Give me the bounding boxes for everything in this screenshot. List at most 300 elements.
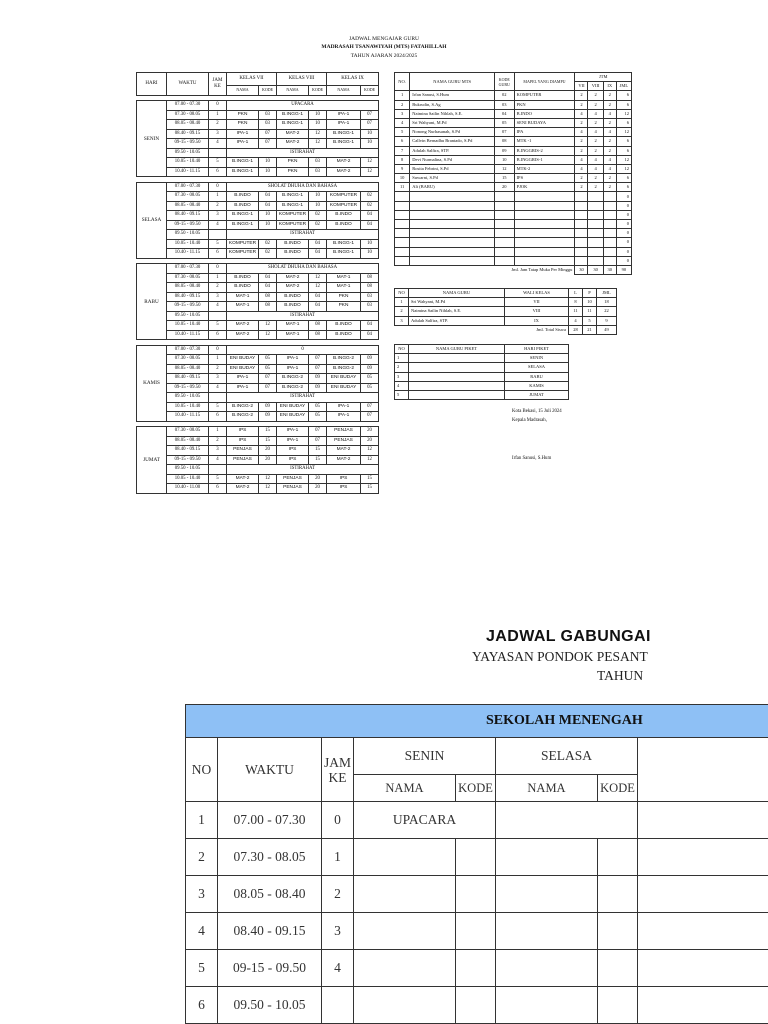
subject-cell: B.INGG-1 [327,239,361,249]
subject-cell: PENJAS [227,446,259,456]
schedule-row [137,474,379,484]
time-cell: 07.00 - 07.30 [167,345,209,355]
teacher-name: Naimina Sailin Nihlah, S.E. [410,109,495,118]
jtm-total: 0 [616,229,631,238]
jtm-viii: 2 [588,146,603,155]
period-cell: 2 [322,876,354,913]
teacher-row [395,174,632,183]
no-cell: 3 [186,876,218,913]
senin-name [354,839,456,876]
day-name: KAMIS [137,345,167,421]
total-vii: 30 [575,265,588,274]
subject-cell: IPA-1 [277,427,309,437]
subject-cell: MAT-2 [327,446,361,456]
schedule-row [137,139,379,149]
code-cell: 08 [309,321,327,331]
senin-name [354,913,456,950]
code-cell: 20 [259,455,277,465]
jtm-viii [588,201,603,210]
schedule-row [137,436,379,446]
no-cell: 3 [395,109,410,118]
doc-subtitle: MADRASAH TSANAWIYAH (MTS) FATAHILLAH [321,44,447,50]
period-cell: 1 [322,839,354,876]
sub-kode: KODE [309,86,327,96]
jtm-total: 0 [616,220,631,229]
col-jml: JML [616,82,631,91]
time-cell: 08.40 - 09.15 [167,211,209,221]
col-jam: JAM KE [209,73,227,96]
teacher-name: Adulah Salfira, STP. [410,146,495,155]
code-cell: 05 [259,355,277,365]
schedule-row [137,374,379,384]
subject-cell: PKN [277,167,309,177]
time-cell: 10.40 - 11.00 [167,484,209,494]
schedule-row [137,211,379,221]
subject-cell: ENI BUDAY [327,383,361,393]
jtm-viii [588,229,603,238]
schedule-row [137,345,379,355]
code-cell: 12 [309,139,327,149]
code-cell: 15 [309,455,327,465]
code-cell: 15 [309,446,327,456]
subject-name: IPS [514,174,575,183]
code-cell: 12 [309,273,327,283]
total-siswa: 49 [597,325,617,334]
code-cell: 03 [259,110,277,120]
duty-teacher [409,363,505,372]
sub-nama: NAMA [277,86,309,96]
time-cell: 10.05 - 10.40 [167,158,209,168]
period-cell: 1 [209,110,227,120]
subject-name [514,201,575,210]
code-cell: 02 [309,211,327,221]
subject-cell: IPS [227,436,259,446]
jtm-total: 12 [616,155,631,164]
teacher-name: Bukrudin, S.Ag [410,100,495,109]
doc-year: TAHUN AJARAN 2024/2025 [350,53,418,59]
jtm-total: 6 [616,146,631,155]
period-cell: 1 [209,427,227,437]
jtm-ix [603,192,616,201]
span-cell: SHOLAT DHUHA DAN BAHASA [227,182,379,192]
total-count: 22 [597,307,617,316]
no-cell: 2 [395,307,409,316]
subject-cell: MAT-1 [327,273,361,283]
subject-cell: MAT-2 [227,321,259,331]
jtm-vii: 2 [575,183,588,192]
subject-cell: PENJAS [277,474,309,484]
jtm-ix: 4 [603,128,616,137]
period-cell: 0 [209,182,227,192]
male-count: 8 [569,298,583,307]
col-no: NO [395,289,409,298]
combined-row [186,987,768,1024]
period-cell: 0 [322,802,354,839]
subject-name [514,238,575,247]
subject-cell: MAT-1 [277,330,309,340]
schedule-row [137,249,379,259]
duty-teacher [409,354,505,363]
signature-place-date: Kota Bekasi, 15 Juli 2024 [512,409,562,414]
time-cell: 09.50 - 10.05 [218,987,322,1024]
senin-code [456,950,496,987]
no-cell: 4 [395,118,410,127]
period-cell: 4 [209,139,227,149]
female-count: 10 [583,298,597,307]
teacher-row [395,256,632,265]
homeroom-row [395,298,617,307]
female-count: 5 [583,316,597,325]
jtm-ix [603,201,616,210]
time-cell: 08.40 - 09.15 [167,374,209,384]
subject-cell: B.INDO [327,330,361,340]
time-cell: 07.30 - 08.05 [218,839,322,876]
subject-cell: MAT-2 [277,129,309,139]
time-cell: 10.05 - 10.40 [167,402,209,412]
senin-span-cell: UPACARA [354,802,496,839]
next-day-cell [638,876,768,913]
code-cell: 04 [309,302,327,312]
subject-cell: B.INGG-2 [227,402,259,412]
subject-cell: B.INGG-2 [227,412,259,422]
period-cell: 3 [209,211,227,221]
subject-cell: KOMPUTER [327,201,361,211]
teacher-name [410,229,495,238]
subject-cell: B.INDO [227,201,259,211]
no-cell [395,238,410,247]
male-count: 4 [569,316,583,325]
code-cell: 07 [361,110,379,120]
teacher-name [410,192,495,201]
teacher-name: Adulah Salfira, STP. [409,316,505,325]
no-cell [395,256,410,265]
jtm-viii: 2 [588,137,603,146]
combined-row [186,950,768,987]
teacher-row [395,137,632,146]
col-nama-guru: NAMA GURU MTS [410,73,495,91]
code-cell: 12 [361,158,379,168]
jtm-total: 6 [616,183,631,192]
teacher-code: 02 [495,91,515,100]
no-cell: 4 [395,381,409,390]
selasa-name [496,950,598,987]
code-cell: 07 [259,374,277,384]
period-cell [209,230,227,240]
jtm-vii [575,247,588,256]
teacher-code [495,229,515,238]
code-cell: 09 [361,355,379,365]
selasa-code [598,876,638,913]
jtm-vii [575,229,588,238]
subject-cell: MAT-2 [327,455,361,465]
subject-cell: IPS [327,484,361,494]
code-cell: 03 [309,158,327,168]
code-cell: 10 [259,220,277,230]
time-cell: 07.00 - 07.30 [218,802,322,839]
time-cell: 08.40 - 09.15 [167,292,209,302]
time-cell: 07.00 - 07.30 [167,101,209,111]
jtm-ix: 2 [603,174,616,183]
subject-name: B.INGGRIS-1 [514,155,575,164]
subject-cell: B.INGG-1 [277,192,309,202]
col-senin: SENIN [354,738,496,775]
subject-cell: B.INDO [327,220,361,230]
code-cell: 04 [259,273,277,283]
jtm-vii: 2 [575,146,588,155]
subject-cell: PKN [227,110,259,120]
teacher-name: Suwarni, S.Pd [410,174,495,183]
duty-teacher [409,372,505,381]
jtm-ix [603,256,616,265]
jtm-viii: 4 [588,128,603,137]
code-cell: 12 [309,129,327,139]
no-cell: 3 [395,316,409,325]
code-cell: 07 [361,120,379,130]
subject-cell: B.INDO [227,273,259,283]
jtm-vii [575,220,588,229]
code-cell: 07 [259,383,277,393]
no-cell: 1 [395,91,410,100]
schedule-row [137,383,379,393]
jtm-ix [603,220,616,229]
subject-cell: B.INDO [227,192,259,202]
senin-code [456,839,496,876]
period-cell: 5 [209,158,227,168]
sub-kode: KODE [598,775,638,802]
subject-cell: IPA-1 [327,402,361,412]
period-cell: 3 [209,129,227,139]
teacher-name: Sri Wahyani, M.Pd [410,118,495,127]
time-cell: 08.05 - 08.40 [167,201,209,211]
subject-cell: MAT-1 [227,292,259,302]
span-cell: SHOLAT DHUHA DAN BAHASA [227,264,379,274]
col-vii: VII [575,82,588,91]
jtm-total: 6 [616,91,631,100]
time-cell: 08.40 - 09.15 [167,129,209,139]
code-cell: 08 [361,283,379,293]
subject-cell: B.INDO [227,283,259,293]
sub-nama: NAMA [227,86,259,96]
day-name: SENIN [137,101,167,177]
subject-name: PJOK [514,183,575,192]
class-name: VIII [505,307,569,316]
jtm-ix [603,238,616,247]
subject-cell: PKN [227,120,259,130]
time-cell: 09-15 - 09.50 [167,455,209,465]
teacher-code: 09 [495,146,515,155]
schedule-row [137,158,379,168]
day-name: SELASA [137,182,167,258]
col-hari: HARI [137,73,167,96]
duty-row [395,390,569,399]
code-cell: 03 [361,302,379,312]
code-cell: 02 [259,249,277,259]
teacher-name [410,256,495,265]
subject-cell: ENI BUDAY [227,364,259,374]
period-cell: 1 [209,273,227,283]
schedule-row [137,427,379,437]
teacher-row [395,109,632,118]
span-cell: 0 [227,345,379,355]
jtm-viii: 2 [588,174,603,183]
jtm-ix: 2 [603,100,616,109]
period-cell [209,148,227,158]
no-cell [395,247,410,256]
code-cell: 02 [309,220,327,230]
col-no: NO. [395,73,410,91]
next-day-cell [638,802,768,839]
no-cell: 6 [395,137,410,146]
subject-cell: IPS [277,455,309,465]
subject-cell: IPA-1 [327,110,361,120]
schedule-row [137,364,379,374]
signature-role: Kepala Madrasah, [512,418,547,423]
code-cell: 03 [361,292,379,302]
subject-cell: IPS [327,474,361,484]
time-cell: 09-15 - 09.50 [167,383,209,393]
jtm-vii: 4 [575,109,588,118]
subject-cell: B.INGG-1 [227,158,259,168]
col-nama-guru: NAMA GURU [409,289,505,298]
col-no: NO [186,738,218,802]
selasa-code [598,950,638,987]
schedule-row [137,120,379,130]
schedule-row [137,446,379,456]
subject-cell: KOMPUTER [327,192,361,202]
subject-cell: PENJAS [327,427,361,437]
teacher-row [395,201,632,210]
teacher-row [395,210,632,219]
subject-cell: MAT-2 [227,474,259,484]
page2-title: JADWAL GABUNGAI [486,628,651,645]
code-cell: 05 [309,402,327,412]
teacher-row [395,100,632,109]
day-name: JUMAT [137,427,167,494]
time-cell: 09-15 - 09.50 [218,950,322,987]
schedule-row [137,239,379,249]
no-cell: 5 [186,950,218,987]
duty-day: KAMIS [505,381,569,390]
code-cell: 08 [361,273,379,283]
teacher-name: Naimina Sailin Nihlah, S.E. [409,307,505,316]
code-cell: 20 [309,484,327,494]
schedule-row [137,182,379,192]
col-jtm: JTM [575,73,632,82]
jtm-vii: 2 [575,91,588,100]
subject-cell: B.INGG-2 [327,355,361,365]
senin-name [354,987,456,1024]
schedule-row [137,330,379,340]
code-cell: 05 [361,374,379,384]
sub-nama: NAMA [354,775,456,802]
period-cell: 5 [209,321,227,331]
code-cell: 04 [259,201,277,211]
subject-cell: B.INDO [327,211,361,221]
no-cell: 2 [395,100,410,109]
code-cell: 04 [361,211,379,221]
next-day-cell [638,987,768,1024]
homeroom-row [395,307,617,316]
time-cell: 10.05 - 10.40 [167,474,209,484]
subject-cell: MAT-2 [277,139,309,149]
male-count: 11 [569,307,583,316]
jtm-total: 12 [616,109,631,118]
teacher-name: Rosita Febrini, S.Pd [410,164,495,173]
period-cell: 1 [209,192,227,202]
subject-cell: IPS [277,446,309,456]
schedule-row [137,110,379,120]
jtm-viii [588,256,603,265]
schedule-row [137,355,379,365]
jtm-vii: 2 [575,174,588,183]
combined-row [186,839,768,876]
jtm-vii [575,238,588,247]
total-ix: 30 [603,265,616,274]
jtm-ix: 4 [603,155,616,164]
subject-cell: B.INGG-2 [277,383,309,393]
jtm-ix: 2 [603,118,616,127]
subject-cell: IPA-1 [227,383,259,393]
schedule-row [137,455,379,465]
teacher-code: 07 [495,128,515,137]
time-cell: 07.30 - 08.05 [167,192,209,202]
period-cell [209,393,227,403]
duty-day: SENIN [505,354,569,363]
span-cell: ISTIRAHAT [227,230,379,240]
no-cell: 5 [395,390,409,399]
code-cell: 12 [259,330,277,340]
schedule-row [137,167,379,177]
selasa-code [598,987,638,1024]
period-cell: 6 [209,249,227,259]
subject-cell: PKN [327,302,361,312]
period-cell: 5 [209,402,227,412]
subject-cell: IPS [227,427,259,437]
no-cell [395,210,410,219]
combined-schedule-table [185,704,768,1024]
jtm-total: 0 [616,201,631,210]
span-cell: ISTIRAHAT [227,393,379,403]
code-cell: 10 [361,249,379,259]
teacher-name: Devi Nurmalina, S.Pd [410,155,495,164]
class-name: IX [505,316,569,325]
period-cell: 5 [209,239,227,249]
subject-name [514,192,575,201]
jtm-ix: 2 [603,183,616,192]
code-cell: 15 [259,436,277,446]
jtm-viii [588,192,603,201]
subject-cell: IPA-1 [277,436,309,446]
code-cell: 12 [361,446,379,456]
doc-title: JADWAL MENGAJAR GURU [348,36,420,42]
code-cell: 07 [259,139,277,149]
schedule-row [137,283,379,293]
teacher-code: 10 [495,155,515,164]
subject-cell: MAT-2 [227,484,259,494]
jtm-viii: 4 [588,109,603,118]
jtm-viii: 2 [588,100,603,109]
female-count: 11 [583,307,597,316]
no-cell: 7 [395,146,410,155]
time-cell: 10.40 - 11.15 [167,167,209,177]
subject-cell: IPA-1 [277,364,309,374]
subject-cell: IPA-1 [327,412,361,422]
subject-cell: IPA-1 [227,129,259,139]
subject-cell: PENJAS [277,484,309,494]
subject-cell: B.INGG-2 [277,374,309,384]
code-cell: 09 [361,364,379,374]
jtm-viii [588,220,603,229]
